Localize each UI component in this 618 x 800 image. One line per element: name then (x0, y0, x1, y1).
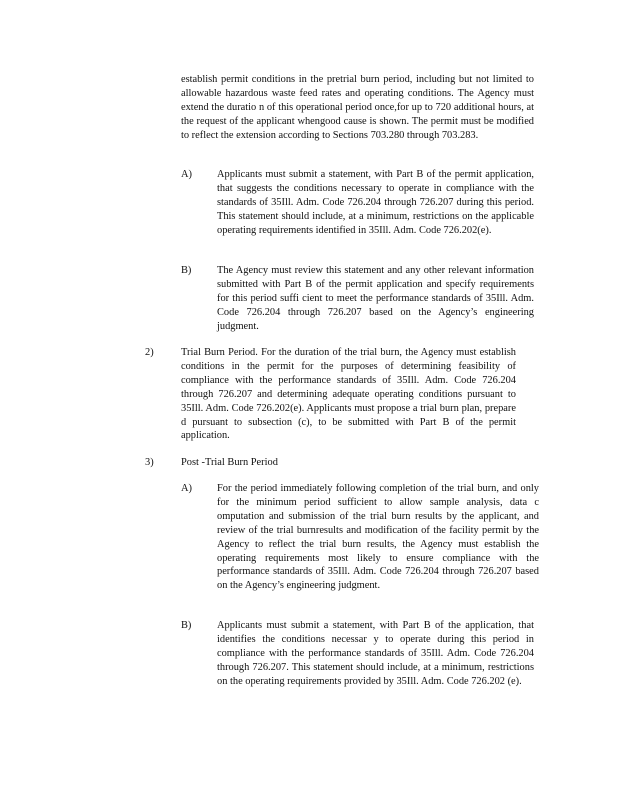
post-trial-b-paragraph: Applicants must submit a statement, with Part B of the application, that identifies the conditions necessar y to operate during this period in compliance with the performance standards of 35Ill. Adm. Code 726.204 through 726.207. This statement should include, at a minimum, restrictions on the operating requirements provided by 35Ill. Adm. Code 726.202 (e). (217, 620, 534, 687)
post-trial-label-b: B) (181, 620, 192, 631)
item-label-3: 3) (145, 457, 154, 468)
post-trial-label-a: A) (181, 483, 192, 494)
trial-burn-period-paragraph: Trial Burn Period. For the duration of the trial burn, the Agency must establish conditions in the permit for the purposes of determining feasibility of compliance with the performance standards of 35Ill. Adm. Code 726.204 through 726.207 and determining adequate operating conditions pursuant to 35Ill. Adm. Code 726.202(e). Applicants must propose a trial burn plan, prepare d pursuant to subsection (c), to be submitted with Part B of the permit application. (181, 347, 516, 442)
item-label-2: 2) (145, 347, 154, 358)
subsection-label-b: B) (181, 265, 192, 276)
subsection-b-paragraph: The Agency must review this statement and any other relevant information submitted with Part B of the permit application and specify requirements for this period suffi cient to meet the performance standards of 35Ill. Adm. Code 726.204 through 726.207 based on the Agency’s engineering judgment. (217, 265, 534, 332)
intro-paragraph: establish permit conditions in the pretrial burn period, including but not limited to allowable hazardous waste feed rates and operating conditions. The Agency must extend the duratio n of this operational period once,for up to 720 additional hours, at the request of the applicant whengood cause is shown. The permit must be modified to reflect the extension according to Sections 703.280 through 703.283. (181, 74, 534, 141)
post-trial-burn-heading: Post -Trial Burn Period (181, 457, 278, 468)
subsection-a-paragraph: Applicants must submit a statement, with Part B of the permit application, that suggests the conditions necessary to operate in compliance with the standards of 35Ill. Adm. Code 726.204 through 726.207 during this period. This statement should include, at a minimum, restrictions on the applicable operating requirements identified in 35Ill. Adm. Code 726.202(e). (217, 169, 534, 236)
subsection-label-a: A) (181, 169, 192, 180)
post-trial-a-paragraph: For the period immediately following completion of the trial burn, and only for the minimum period sufficient to allow sample analysis, data c omputation and submission of the trial burn results by the applicant, and review of the trial burnresults and modification of the facility permit by the Agency to reflect the trial burn results, the Agency must establish the operating requirements most likely to ensure compliance with the performance standards of 35Ill. Adm. Code 726.204 through 726.207 based on the Agency’s engineering judgment. (217, 483, 539, 592)
